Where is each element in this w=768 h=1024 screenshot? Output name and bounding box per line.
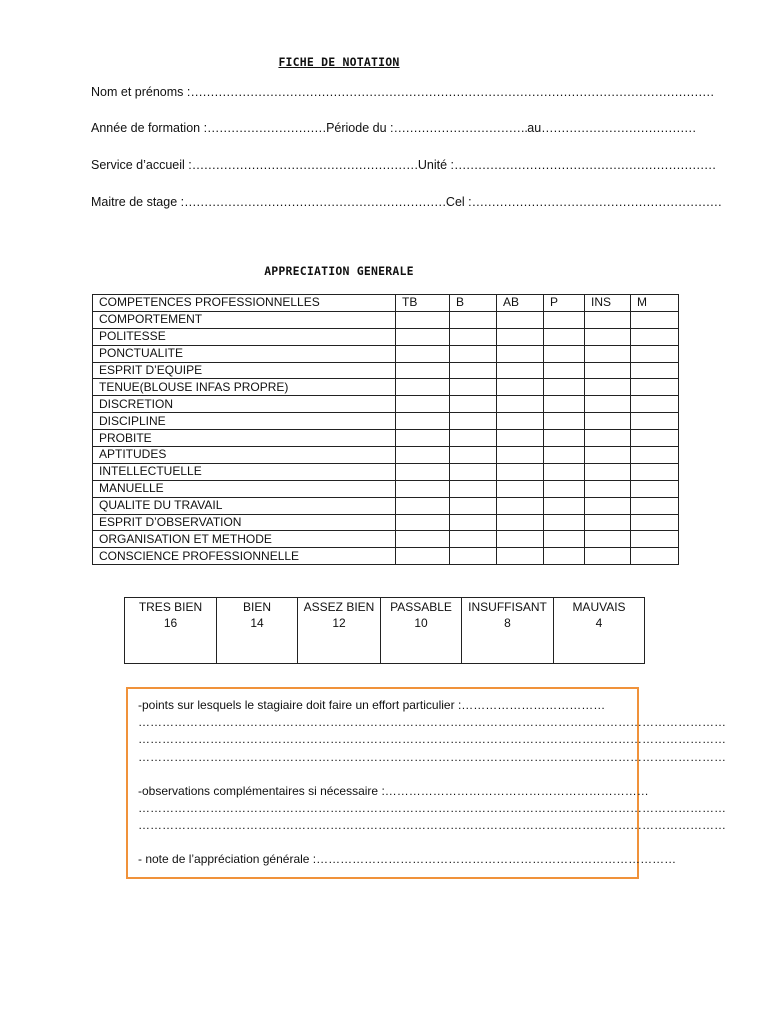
grade-cell[interactable] (396, 413, 450, 430)
grade-cell[interactable] (497, 396, 544, 413)
cel-label: Cel : (445, 195, 472, 209)
grade-cell[interactable] (585, 413, 631, 430)
grade-cell[interactable] (585, 463, 631, 480)
grade-cell[interactable] (450, 396, 497, 413)
table-row (93, 447, 679, 464)
grade-cell[interactable] (396, 430, 450, 447)
header-grade: M (631, 295, 679, 312)
table-row (93, 514, 679, 531)
criterion-label: INTELLECTUELLE (93, 463, 396, 480)
grade-cell[interactable] (450, 311, 497, 328)
grade-cell[interactable] (585, 497, 631, 514)
nom-label: Nom et prénoms : (91, 85, 191, 99)
grade-cell[interactable] (631, 379, 679, 396)
field-maitre (91, 195, 722, 209)
field-annee (91, 121, 696, 135)
periode-dots: ……………………………. (393, 121, 528, 135)
table-row (93, 430, 679, 447)
grade-cell[interactable] (450, 531, 497, 548)
grade-cell[interactable] (450, 447, 497, 464)
grade-cell[interactable] (450, 379, 497, 396)
scale-cell (554, 598, 645, 664)
scale-cell (381, 598, 462, 664)
grade-cell[interactable] (631, 447, 679, 464)
maitre-dots: ………………………………………………………… (184, 195, 446, 209)
table-row (93, 497, 679, 514)
criterion-label: PONCTUALITE (93, 345, 396, 362)
grade-cell[interactable] (585, 379, 631, 396)
field-nom (91, 85, 714, 99)
grade-cell[interactable] (450, 362, 497, 379)
grade-cell[interactable] (396, 311, 450, 328)
criterion-label: DISCIPLINE (93, 413, 396, 430)
grade-cell[interactable] (544, 362, 585, 379)
grade-cell[interactable] (544, 548, 585, 565)
scale-value: 8 (504, 616, 511, 630)
grade-cell[interactable] (497, 447, 544, 464)
grade-cell[interactable] (450, 413, 497, 430)
table-row (93, 311, 679, 328)
scale-label: PASSABLE (390, 600, 452, 614)
grade-cell[interactable] (396, 345, 450, 362)
dotted-line[interactable]: ………………………………………………………………………………………………………………………………… (138, 800, 726, 815)
grade-cell[interactable] (396, 362, 450, 379)
grade-cell[interactable] (631, 430, 679, 447)
criterion-label: CONSCIENCE PROFESSIONNELLE (93, 548, 396, 565)
grade-cell[interactable] (544, 311, 585, 328)
grade-cell[interactable] (396, 548, 450, 565)
criterion-label: QUALITE DU TRAVAIL (93, 497, 396, 514)
scale-cell (217, 598, 298, 664)
field-service (91, 158, 716, 172)
grade-cell[interactable] (497, 463, 544, 480)
table-row (93, 345, 679, 362)
dotted-line[interactable]: ………………………………………………………………………………………………………………………………… (138, 818, 726, 833)
criterion-label: PROBITE (93, 430, 396, 447)
grade-cell[interactable] (631, 413, 679, 430)
header-grade: P (544, 295, 585, 312)
spacer (138, 766, 637, 783)
grade-cell[interactable] (544, 514, 585, 531)
scale-value: 4 (595, 616, 603, 630)
grade-cell[interactable] (585, 328, 631, 345)
grade-cell[interactable] (450, 345, 497, 362)
grade-cell[interactable] (497, 497, 544, 514)
general-note-line[interactable]: - note de l’appréciation générale :……………………………………………………………………………… (138, 852, 677, 867)
grade-cell[interactable] (396, 328, 450, 345)
annee-dots: ………………………… (207, 121, 327, 135)
grade-cell[interactable] (631, 497, 679, 514)
grade-cell[interactable] (396, 379, 450, 396)
criterion-label: ORGANISATION ET METHODE (93, 531, 396, 548)
grade-cell[interactable] (497, 345, 544, 362)
criterion-label: POLITESSE (93, 328, 396, 345)
grade-cell[interactable] (497, 413, 544, 430)
cel-dots: ……………………………………………………… (471, 195, 722, 209)
criterion-label: TENUE(BLOUSE INFAS PROPRE) (93, 379, 396, 396)
scale-value: 16 (163, 616, 178, 630)
spacer (138, 834, 637, 851)
header-grade: TB (396, 295, 450, 312)
grade-cell[interactable] (544, 379, 585, 396)
criterion-label: COMPORTEMENT (93, 311, 396, 328)
grade-cell[interactable] (544, 396, 585, 413)
service-label: Service d’accueil : (91, 158, 192, 172)
header-grade: INS (585, 295, 631, 312)
scale-label: MAUVAIS (572, 600, 626, 614)
scale-value: 12 (332, 616, 346, 630)
grade-cell[interactable] (631, 328, 679, 345)
criterion-label: MANUELLE (93, 480, 396, 497)
grade-cell[interactable] (631, 548, 679, 565)
grade-cell[interactable] (631, 531, 679, 548)
header-grade: AB (497, 295, 544, 312)
criterion-label: DISCRETION (93, 396, 396, 413)
section-title: APPRECIATION GENERALE (264, 264, 414, 278)
grade-cell[interactable] (631, 396, 679, 413)
grade-cell[interactable] (631, 514, 679, 531)
criterion-label: ESPRIT D’EQUIPE (93, 362, 396, 379)
grade-cell[interactable] (544, 328, 585, 345)
scale-label: TRES BIEN (138, 600, 203, 614)
table-row (93, 396, 679, 413)
grade-cell[interactable] (450, 430, 497, 447)
grade-cell[interactable] (396, 514, 450, 531)
grade-cell[interactable] (585, 548, 631, 565)
grade-cell[interactable] (585, 311, 631, 328)
scale-label: BIEN (242, 600, 271, 614)
grade-cell[interactable] (544, 447, 585, 464)
grade-cell[interactable] (497, 531, 544, 548)
grade-cell[interactable] (585, 480, 631, 497)
grade-cell[interactable] (450, 548, 497, 565)
grade-cell[interactable] (631, 480, 679, 497)
table-row (93, 413, 679, 430)
effort-points-line[interactable]: -points sur lesquels le stagiaire doit faire un effort particulier :……………………………… (138, 698, 606, 712)
periode-label: Période du : (326, 121, 394, 135)
grade-cell[interactable] (396, 480, 450, 497)
au-label: au (527, 121, 542, 135)
grade-cell[interactable] (585, 531, 631, 548)
table-row (93, 548, 679, 565)
header-grade: B (450, 295, 497, 312)
grade-cell[interactable] (631, 345, 679, 362)
appreciation-table (92, 294, 679, 565)
complementary-observations-line[interactable]: -observations complémentaires si nécessaire :………………………………………………………… (138, 783, 649, 798)
grade-cell[interactable] (585, 362, 631, 379)
grade-cell[interactable] (544, 463, 585, 480)
scale-label: INSUFFISANT (468, 600, 547, 614)
scale-label: ASSEZ BIEN (303, 600, 375, 614)
grade-cell[interactable] (585, 430, 631, 447)
grading-scale-table (124, 597, 645, 664)
grade-cell[interactable] (396, 531, 450, 548)
annee-label: Année de formation : (91, 121, 208, 135)
grade-cell[interactable] (544, 413, 585, 430)
grade-cell[interactable] (450, 497, 497, 514)
service-dots: ………………………………………………… (191, 158, 418, 172)
grade-cell[interactable] (396, 497, 450, 514)
table-row (93, 379, 679, 396)
criterion-label: ESPRIT D’OBSERVATION (93, 514, 396, 531)
nom-dots: …………………………………………………………………………………………………………………… (190, 85, 714, 99)
grade-cell[interactable] (544, 531, 585, 548)
maitre-label: Maitre de stage : (91, 195, 185, 209)
grade-cell[interactable] (497, 514, 544, 531)
grade-cell[interactable] (450, 514, 497, 531)
table-header-row (93, 295, 679, 312)
dotted-line[interactable]: ………………………………………………………………………………………………………………………………… (138, 715, 726, 730)
grade-cell[interactable] (450, 480, 497, 497)
scale-value: 10 (414, 616, 428, 630)
grade-cell[interactable] (631, 311, 679, 328)
table-row (93, 328, 679, 345)
scale-cell (462, 598, 554, 664)
dotted-line[interactable]: ………………………………………………………………………………………………………………………………… (138, 732, 726, 747)
grade-cell[interactable] (396, 447, 450, 464)
grade-cell[interactable] (631, 362, 679, 379)
grade-cell[interactable] (544, 497, 585, 514)
table-row (93, 463, 679, 480)
table-row (93, 480, 679, 497)
grade-cell[interactable] (585, 345, 631, 362)
scale-value: 14 (250, 616, 264, 630)
grade-cell[interactable] (450, 463, 497, 480)
grade-cell[interactable] (450, 328, 497, 345)
scale-cell (298, 598, 381, 664)
unite-dots: ………………………………………………………… (454, 158, 716, 172)
grade-cell[interactable] (631, 463, 679, 480)
page-title: FICHE DE NOTATION (278, 55, 400, 69)
grade-cell[interactable] (497, 328, 544, 345)
observations-box (126, 687, 726, 879)
grade-cell[interactable] (497, 430, 544, 447)
header-competences: COMPETENCES PROFESSIONNELLES (93, 295, 396, 312)
table-row (93, 531, 679, 548)
dotted-line[interactable]: ………………………………………………………………………………………………………………………………… (138, 749, 726, 764)
grade-cell[interactable] (544, 480, 585, 497)
criterion-label: APTITUDES (93, 447, 396, 464)
au-dots: ………………………………… (541, 121, 696, 135)
grade-cell[interactable] (497, 379, 544, 396)
grade-cell[interactable] (497, 311, 544, 328)
grade-cell[interactable] (585, 447, 631, 464)
grade-cell[interactable] (585, 396, 631, 413)
grade-cell[interactable] (544, 345, 585, 362)
table-row (93, 362, 679, 379)
grade-cell[interactable] (497, 362, 544, 379)
scale-cell (125, 598, 217, 664)
grade-cell[interactable] (497, 480, 544, 497)
grade-cell[interactable] (585, 514, 631, 531)
grade-cell[interactable] (396, 396, 450, 413)
grade-cell[interactable] (497, 548, 544, 565)
unite-label: Unité : (417, 158, 454, 172)
grade-cell[interactable] (396, 463, 450, 480)
grade-cell[interactable] (544, 430, 585, 447)
